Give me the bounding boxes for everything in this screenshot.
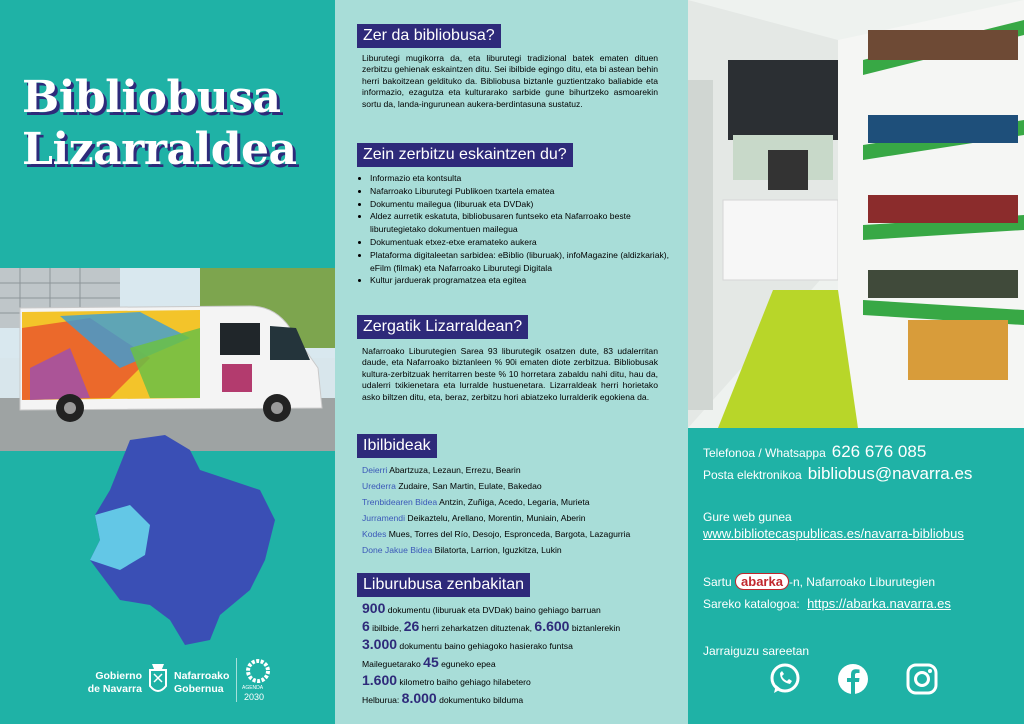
route-towns: Deikaztelu, Arellano, Morentin, Muniain, Aberin — [407, 513, 586, 523]
stat-text: eguneko epea — [438, 659, 496, 669]
instagram-icon[interactable] — [905, 662, 939, 696]
facebook-icon[interactable] — [836, 662, 870, 696]
stat-number: 900 — [362, 600, 386, 616]
route-item — [362, 512, 586, 524]
route-item — [362, 528, 630, 540]
email-line — [703, 464, 972, 484]
route-item — [362, 464, 521, 476]
whatsapp-icon[interactable] — [768, 662, 802, 696]
section-heading-routes: Ibilbideak — [357, 434, 437, 458]
email-address[interactable]: bibliobus@navarra.es — [807, 464, 973, 483]
stat-text: herri zeharkatzen dituztenak, — [419, 623, 535, 633]
brochure-title — [22, 72, 322, 176]
stat-number: 6.600 — [534, 618, 570, 634]
section-heading-why: Zergatik Lizarraldean? — [357, 315, 528, 339]
stat-line — [362, 620, 620, 634]
email-label: Posta elektronikoa — [703, 468, 802, 482]
route-item — [362, 480, 542, 492]
bibliobus-van-photo — [0, 268, 335, 451]
website-link[interactable]: www.bibliotecaspublicas.es/navarra-bibliobus — [703, 526, 964, 541]
catalog-label: Sareko katalogoa: — [703, 597, 800, 611]
section-text-why: Nafarroako Liburutegien Sarea 93 liburutegik osatzen dute, 83 udalerritan daude, eta Nafarroako biztanleen % 90i ematen diote zerbitzua. Bibliobusak kultura-zerbitzuak herritarren beste % 10 horretara zabaldu nahi ditu, hau da, udalerri txikienetara eta lurralde hustuenetara. Lizarraldeak herri horietako asko biltzen ditu, eta, beraz, zerbitzu hori abiatzeko lurralderik egokiena da. — [362, 346, 658, 402]
catalog-line-1 — [703, 573, 935, 590]
route-towns: Antzin, Zuñiga, Acedo, Legaria, Murieta — [439, 497, 590, 507]
route-towns: Abartzuza, Lezaun, Errezu, Bearin — [389, 465, 521, 475]
stat-line — [362, 638, 573, 652]
agenda-2030-icon — [245, 658, 271, 684]
gobierno-de-navarra-text — [78, 670, 142, 696]
list-item: • Plataforma digitaleetan sarbidea: eBiblio (liburuak), infoMagazine (aldizkariak), eFilm (filmak) eta Nafarroako Liburutegi Digitala — [370, 249, 670, 275]
services-list — [360, 172, 670, 287]
route-item — [362, 496, 590, 508]
stat-number: 6 — [362, 618, 370, 634]
route-towns: Zudaire, San Martin, Eulate, Bakedao — [398, 481, 542, 491]
list-item: • Informazio eta kontsulta — [370, 172, 670, 185]
section-heading-services: Zein zerbitzu eskaintzen du? — [357, 143, 573, 167]
route-name: Urederra — [362, 481, 396, 491]
section-heading-what: Zer da bibliobusa? — [357, 24, 501, 48]
agenda-year: 2030 — [244, 692, 265, 702]
list-item: • Dokumentuak etxez-etxe eramateko aukera — [370, 236, 670, 249]
government-logos — [70, 656, 320, 708]
left-panel — [0, 0, 335, 724]
route-name: Done Jakue Bidea — [362, 545, 433, 555]
route-name: Kodes — [362, 529, 387, 539]
gov-eu-line-2: Gobernua — [174, 683, 224, 695]
route-towns: Bilatorta, Larrion, Iguzkitza, Lukin — [434, 545, 562, 555]
gov-es-line-2: de Navarra — [87, 683, 142, 695]
abarka-logo: abarka — [735, 573, 789, 590]
route-name: Deierri — [362, 465, 388, 475]
stat-number: 45 — [423, 654, 439, 670]
list-item: • Aldez aurretik eskatuta, bibliobusaren funtseko eta Nafarroako beste liburutegietako dokumentuen mailegua — [370, 210, 670, 236]
section-heading-numbers: Liburubusa zenbakitan — [357, 573, 530, 597]
stat-number: 8.000 — [401, 690, 437, 706]
stat-text: biztanlerekin — [569, 623, 621, 633]
gov-es-line-1: Gobierno — [95, 670, 142, 682]
catalog-pre: Sartu — [703, 575, 732, 589]
agenda-label: AGENDA — [242, 685, 264, 691]
phone-number[interactable]: 626 676 085 — [831, 442, 927, 461]
section-text-what: Liburutegi mugikorra da, eta liburutegi tradizional batek ematen dituen zerbitzu gehienak eskaintzen ditu. Sei ibilbide egingo ditu, eta bi astean behin herri bakoitzean geldituko da. Bibliobusa biztanle guztientzako baliabide eta informazio, ezagutza eta kulturarako sarbide gune bihurtzeko asmoarekin sortu da, landa-ingurunean aukera-berdintasuna sustatuz. — [362, 53, 658, 109]
route-towns: Mues, Torres del Río, Desojo, Espronceda, Bargota, Lazagurria — [388, 529, 631, 539]
route-item — [362, 544, 562, 556]
stat-text: dokumentu baino gehiagoko hasierako funtsa — [397, 641, 573, 651]
stat-number: 3.000 — [362, 636, 398, 652]
route-name: Trenbidearen Bidea — [362, 497, 438, 507]
stat-text: Maileguetarako — [362, 659, 424, 669]
phone-line — [703, 442, 926, 462]
catalog-line-2 — [703, 596, 951, 611]
stat-line — [362, 692, 523, 706]
stat-line — [362, 656, 496, 670]
nafarroako-gobernua-text — [174, 670, 229, 696]
stat-line — [362, 674, 531, 688]
right-panel — [688, 0, 1024, 724]
title-line-1: Bibliobusa — [22, 72, 281, 123]
stat-number: 1.600 — [362, 672, 398, 688]
stat-text: Helburua: — [362, 695, 402, 705]
stat-line — [362, 602, 601, 616]
logo-divider — [236, 658, 237, 702]
follow-text: Jarraiguzu sareetan — [703, 644, 810, 658]
phone-label: Telefonoa / Whatsappa — [703, 446, 826, 460]
web-label: Gure web gunea — [703, 510, 792, 524]
title-line-2: Lizarraldea — [22, 124, 297, 175]
list-item: • Dokumentu mailegua (liburuak eta DVDak) — [370, 198, 670, 211]
stat-text: ibilbide, — [369, 623, 404, 633]
gov-eu-line-1: Nafarroako — [174, 670, 230, 682]
list-item: • Nafarroako Liburutegi Publikoen txartela ematea — [370, 185, 670, 198]
stat-number: 26 — [403, 618, 420, 634]
stat-text: dokumentuko bilduma — [436, 695, 524, 705]
stat-text: kilometro baiho gehiago hilabetero — [397, 677, 531, 687]
list-item: • Kultur jarduerak programatzea eta egitea — [370, 274, 670, 287]
stat-text: dokumentu (liburuak eta DVDak) baino gehiago barruan — [385, 605, 601, 615]
catalog-link[interactable]: https://abarka.navarra.es — [807, 596, 951, 611]
catalog-post: -n, Nafarroako Liburutegien — [788, 575, 936, 589]
route-name: Jurramendi — [362, 513, 405, 523]
navarra-coat-of-arms-icon — [146, 662, 170, 698]
navarra-region-map — [70, 430, 280, 650]
bibliobus-interior-photo — [688, 0, 1024, 428]
